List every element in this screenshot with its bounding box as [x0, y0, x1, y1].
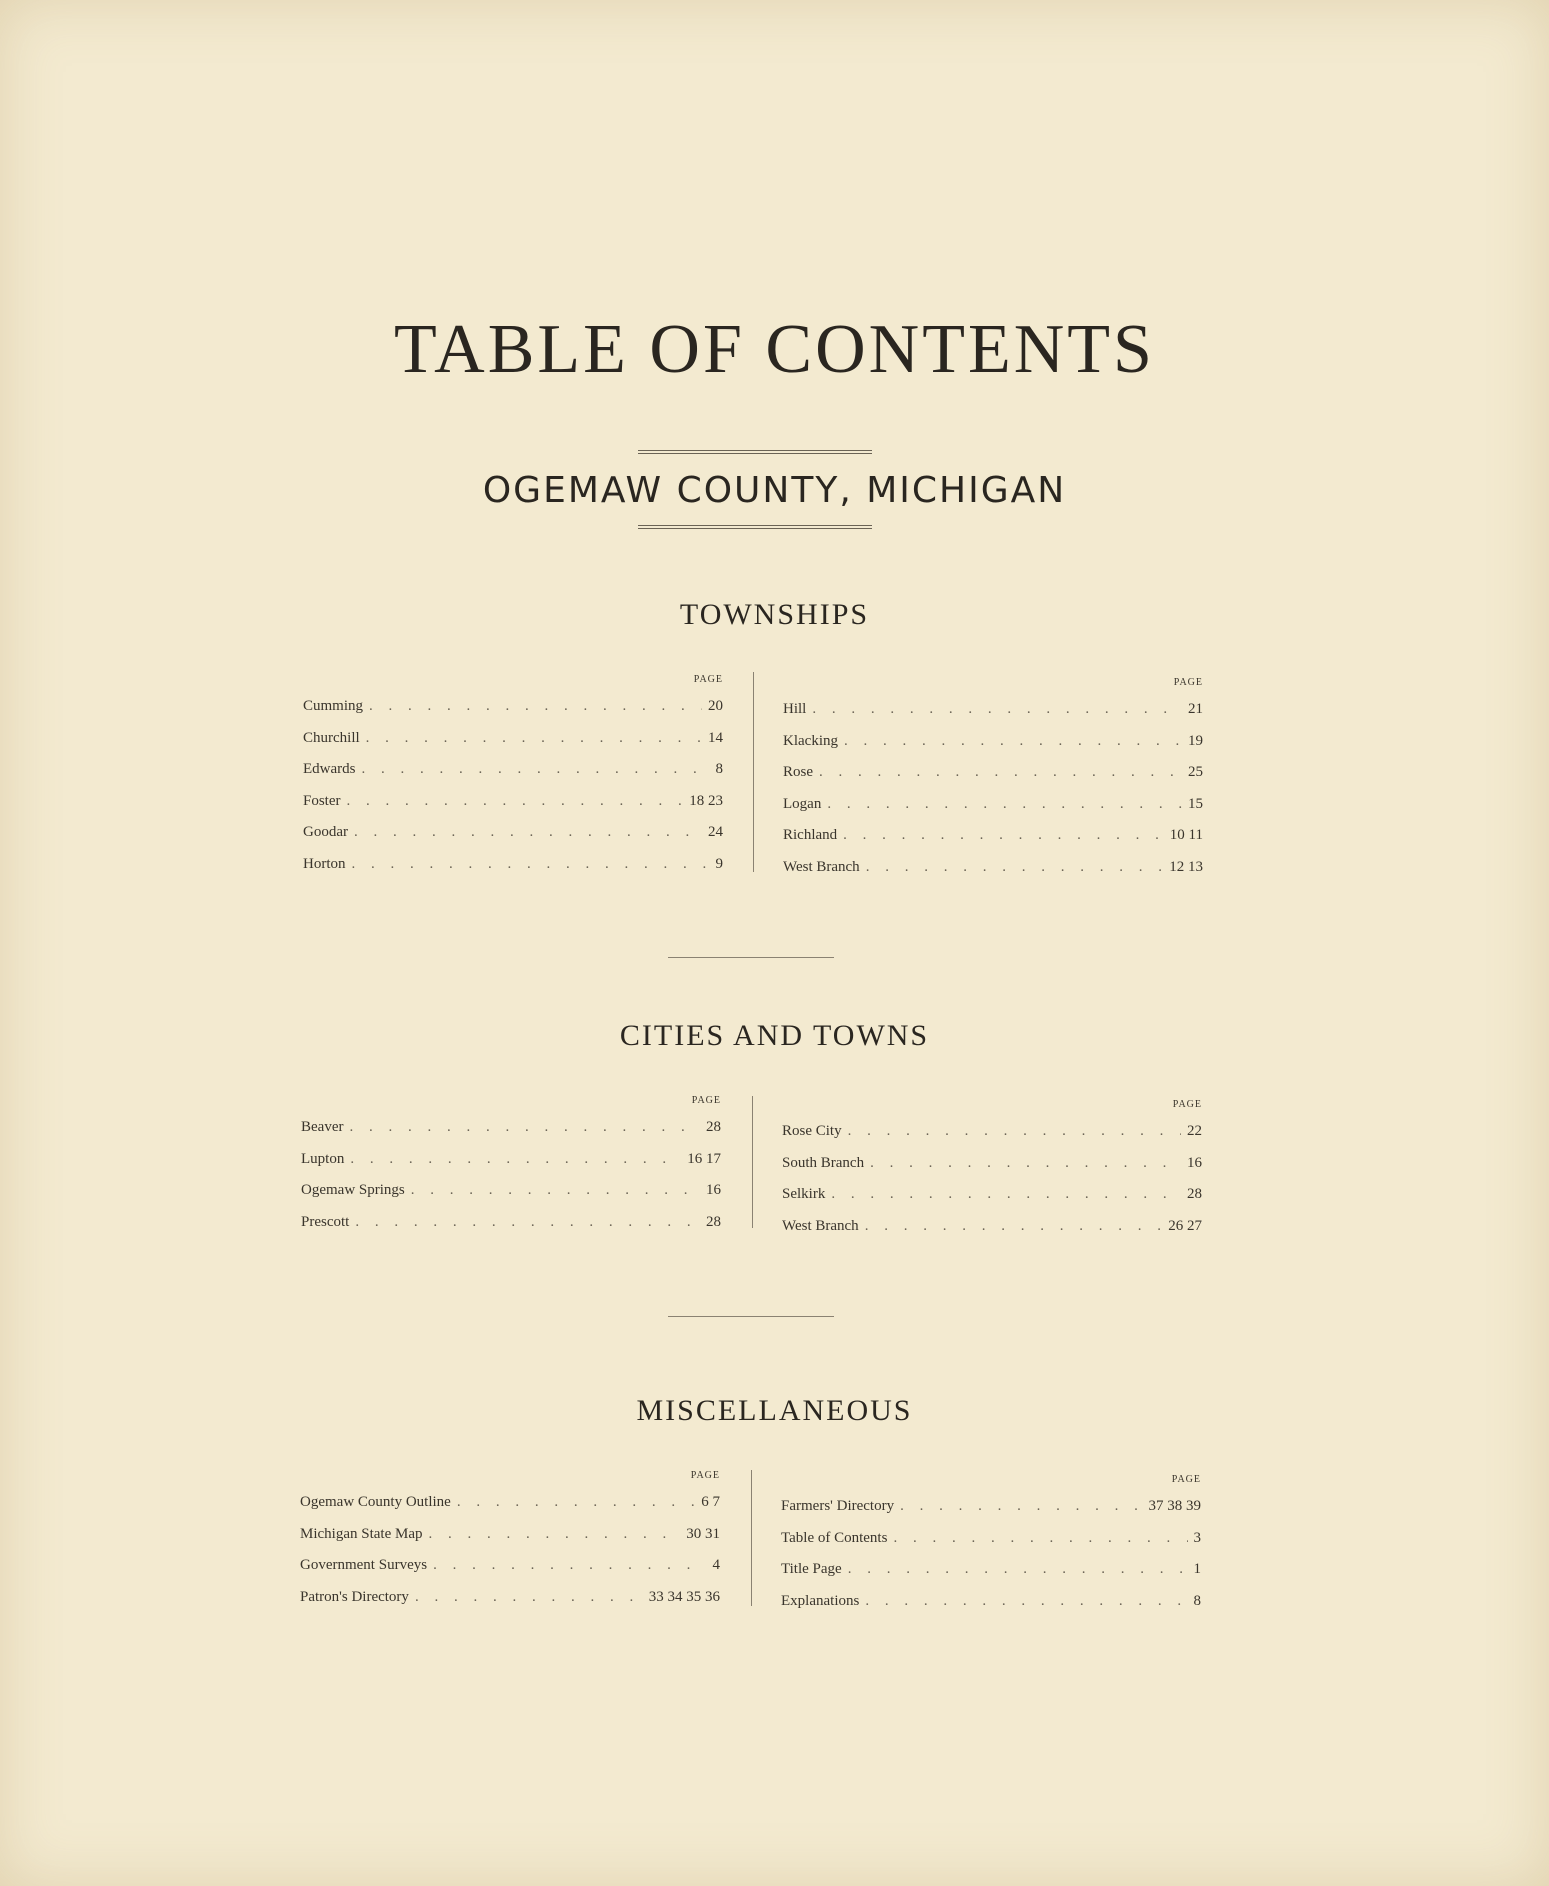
dot-leader	[366, 723, 702, 755]
dot-leader	[831, 1179, 1181, 1211]
dot-leader	[893, 1523, 1187, 1555]
toc-entry	[783, 820, 1203, 852]
toc-entry	[782, 1148, 1202, 1180]
entry-page-number: 21	[1188, 701, 1203, 717]
entry-page-number: 28	[1187, 1186, 1202, 1202]
dot-leader	[812, 694, 1182, 726]
entry-name: Cumming	[303, 698, 364, 714]
toc-entry	[301, 1207, 721, 1239]
entry-page-number: 16	[1187, 1154, 1202, 1171]
townships-column-divider	[753, 672, 754, 872]
dot-leader	[457, 1487, 695, 1519]
page-column-label: PAGE	[691, 1095, 721, 1106]
entry-name: Government Surveys	[300, 1557, 428, 1573]
page-column-label: PAGE	[1171, 1474, 1201, 1485]
toc-entry	[783, 726, 1203, 758]
entry-page-number: 19	[1188, 732, 1203, 749]
toc-entry	[783, 852, 1203, 884]
page-column-label: PAGE	[690, 1470, 720, 1481]
dot-leader	[369, 691, 702, 723]
townships-left-list	[303, 691, 723, 880]
entry-page-number: 4	[712, 1557, 720, 1573]
entry-page-number: 22	[1187, 1123, 1202, 1139]
toc-entry	[300, 1550, 720, 1582]
section-divider	[668, 957, 834, 958]
toc-entry	[782, 1179, 1202, 1211]
entry-name: Prescott	[301, 1213, 350, 1230]
entry-name: Selkirk	[782, 1186, 826, 1202]
entry-page-number: 9	[715, 855, 723, 872]
misc-left-column	[300, 1465, 720, 1613]
dot-leader	[844, 726, 1182, 758]
entry-name: West Branch	[783, 858, 860, 875]
entry-page-number: 28	[706, 1119, 721, 1135]
cities-right-list	[782, 1116, 1202, 1242]
entry-page-number: 20	[708, 698, 723, 714]
toc-entry	[300, 1487, 720, 1519]
entry-name: Goodar	[303, 824, 348, 840]
toc-entry	[300, 1582, 720, 1614]
dot-leader	[900, 1491, 1142, 1523]
entry-name: Title Page	[781, 1561, 842, 1577]
page-column-label: PAGE	[1173, 677, 1203, 688]
dot-leader	[352, 849, 710, 881]
dot-leader	[819, 757, 1182, 789]
toc-entry	[782, 1116, 1202, 1148]
entry-name: Beaver	[301, 1119, 344, 1135]
page-column-label: PAGE	[1172, 1099, 1202, 1110]
entry-name: West Branch	[782, 1217, 859, 1234]
toc-entry	[303, 691, 723, 723]
entry-page-number: 33 34 35 36	[648, 1588, 720, 1605]
townships-right-list	[783, 694, 1203, 883]
misc-heading: MISCELLANEOUS	[636, 1394, 913, 1427]
entry-page-number: 25	[1188, 764, 1203, 780]
toc-entry	[781, 1586, 1201, 1618]
title-rule-top	[638, 450, 872, 454]
entry-name: Farmers' Directory	[781, 1498, 895, 1514]
page-title: TABLE OF CONTENTS	[394, 311, 1155, 388]
toc-entry	[781, 1523, 1201, 1555]
entry-page-number: 8	[1193, 1592, 1201, 1609]
toc-entry	[300, 1519, 720, 1551]
entry-page-number: 15	[1188, 795, 1203, 812]
dot-leader	[827, 789, 1182, 821]
entry-name: Klacking	[783, 732, 838, 749]
entry-name: South Branch	[782, 1154, 865, 1171]
entry-name: Richland	[783, 827, 838, 843]
entry-name: Ogemaw County Outline	[300, 1494, 451, 1510]
entry-page-number: 30 31	[686, 1525, 720, 1542]
page-column-label: PAGE	[693, 674, 723, 685]
entry-name: Horton	[303, 855, 346, 872]
toc-entry	[782, 1211, 1202, 1243]
toc-entry	[303, 849, 723, 881]
entry-page-number: 3	[1193, 1529, 1201, 1546]
entry-page-number: 18 23	[689, 792, 723, 809]
dot-leader	[865, 1586, 1187, 1618]
entry-name: Churchill	[303, 729, 360, 746]
toc-entry	[783, 757, 1203, 789]
entry-page-number: 14	[708, 729, 723, 746]
toc-entry	[781, 1554, 1201, 1586]
dot-leader	[415, 1582, 643, 1614]
title-rule-bottom	[638, 525, 872, 529]
dot-leader	[349, 1112, 700, 1144]
dot-leader	[866, 852, 1164, 884]
entry-name: Logan	[783, 795, 822, 812]
misc-column-divider	[751, 1470, 752, 1606]
entry-name: Hill	[783, 701, 807, 717]
dot-leader	[354, 817, 702, 849]
entry-name: Michigan State Map	[300, 1525, 423, 1542]
entry-name: Lupton	[301, 1150, 345, 1167]
dot-leader	[870, 1148, 1181, 1180]
entry-page-number: 10 11	[1169, 827, 1203, 843]
entry-name: Explanations	[781, 1592, 860, 1609]
entry-name: Patron's Directory	[300, 1588, 409, 1605]
entry-page-number: 26 27	[1168, 1217, 1202, 1234]
entry-name: Rose	[783, 764, 813, 780]
toc-entry	[303, 786, 723, 818]
dot-leader	[347, 786, 684, 818]
misc-right-column	[781, 1469, 1201, 1617]
entry-page-number: 16 17	[687, 1150, 721, 1167]
dot-leader	[411, 1175, 700, 1207]
townships-heading: TOWNSHIPS	[679, 598, 870, 631]
townships-left-column	[303, 669, 723, 880]
dot-leader	[843, 820, 1164, 852]
entry-page-number: 37 38 39	[1148, 1498, 1201, 1514]
cities-column-divider	[752, 1096, 753, 1228]
dot-leader	[848, 1554, 1188, 1586]
dot-leader	[428, 1519, 680, 1551]
entry-name: Table of Contents	[781, 1529, 888, 1546]
entry-page-number: 28	[706, 1213, 721, 1230]
townships-right-column	[783, 672, 1203, 883]
dot-leader	[848, 1116, 1181, 1148]
entry-name: Foster	[303, 792, 341, 809]
entry-name: Ogemaw Springs	[301, 1182, 405, 1198]
toc-entry	[783, 694, 1203, 726]
toc-entry	[783, 789, 1203, 821]
toc-entry	[301, 1144, 721, 1176]
dot-leader	[433, 1550, 706, 1582]
cities-right-column	[782, 1094, 1202, 1242]
entry-page-number: 6 7	[701, 1494, 720, 1510]
entry-page-number: 8	[715, 761, 723, 777]
entry-page-number: 24	[708, 824, 723, 840]
entry-page-number: 1	[1193, 1561, 1201, 1577]
cities-heading: CITIES AND TOWNS	[619, 1019, 930, 1052]
entry-page-number: 16	[706, 1182, 721, 1198]
dot-leader	[865, 1211, 1163, 1243]
toc-entry	[301, 1175, 721, 1207]
section-divider	[668, 1316, 834, 1317]
cities-left-column	[301, 1090, 721, 1238]
dot-leader	[350, 1144, 681, 1176]
toc-entry	[303, 723, 723, 755]
dot-leader	[362, 754, 710, 786]
toc-entry	[303, 754, 723, 786]
entry-name: Edwards	[303, 761, 356, 777]
toc-entry	[303, 817, 723, 849]
entry-name: Rose City	[782, 1123, 842, 1139]
toc-entry	[301, 1112, 721, 1144]
cities-left-list	[301, 1112, 721, 1238]
page-subtitle: OGEMAW COUNTY, MICHIGAN	[482, 470, 1067, 511]
toc-entry	[781, 1491, 1201, 1523]
entry-page-number: 12 13	[1169, 858, 1203, 875]
misc-left-list	[300, 1487, 720, 1613]
dot-leader	[355, 1207, 700, 1239]
misc-right-list	[781, 1491, 1201, 1617]
